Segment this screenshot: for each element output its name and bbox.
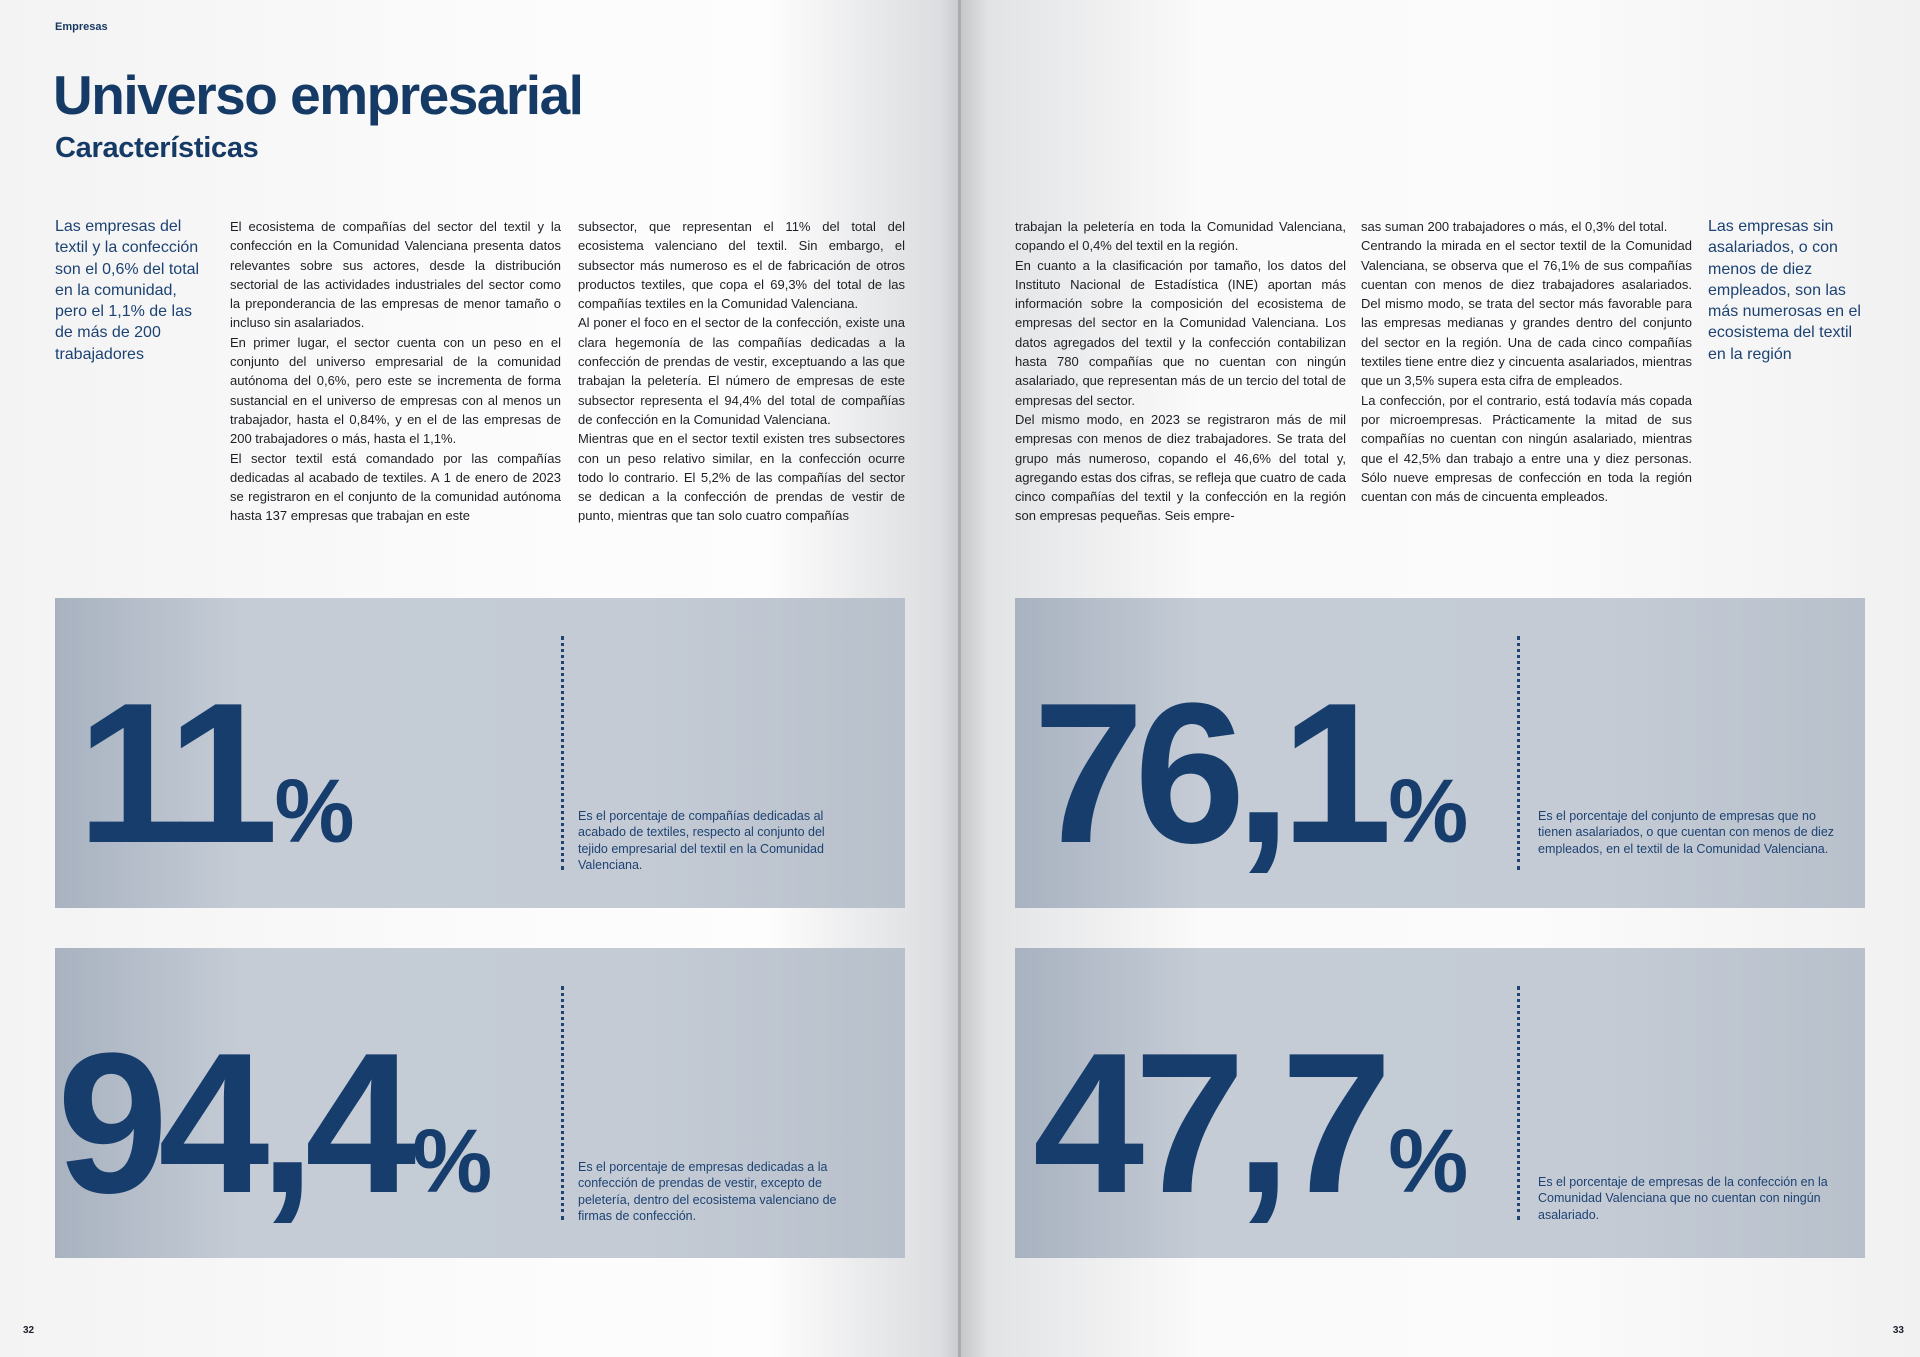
dotted-divider bbox=[561, 986, 564, 1220]
pullquote-right: Las empresas sin asalariados, o con menos de diez empleados, son las más numerosas en el ecosistema del textil en la región bbox=[1708, 218, 1861, 363]
stat-box-76-1 bbox=[1015, 598, 1865, 908]
paragraph: El ecosistema de compañías del sector del textil y la confección en la Comunidad Valenciana presenta datos relevantes sobre sus actores, desde la distribución sectorial de las actividades industriales del sector como la preponderancia de las empresas de menor tamaño o incluso sin asalariados. bbox=[230, 219, 561, 331]
dotted-divider bbox=[1517, 986, 1520, 1220]
text-column-1 bbox=[230, 217, 561, 529]
stat-box-11 bbox=[55, 598, 905, 908]
dotted-divider bbox=[561, 636, 564, 870]
stat-box-94-4 bbox=[55, 948, 905, 1258]
paragraph: Al poner el foco en el sector de la confección, existe una clara hegemonía de las compañías dedicadas a la confección de prendas de vestir, exceptuando a las que trabajan la peletería. El número de empresas de este subsector representa el 94,4% del total de compañías de confección en la Comunidad Valenciana. bbox=[578, 315, 905, 427]
stat-description: Es el porcentaje de compañías dedicadas al acabado de textiles, respecto al conjunto del tejido empresarial del textil en la Comunidad Valenciana. bbox=[578, 809, 825, 872]
paragraph: trabajan la peletería en toda la Comunidad Valenciana, copando el 0,4% del textil en la región. bbox=[1015, 219, 1346, 254]
stat-description: Es el porcentaje de empresas dedicadas a la confección de prendas de vestir, excepto de peletería, dentro del ecosistema valenciano de firmas de confección. bbox=[578, 1160, 837, 1223]
section-label: Empresas bbox=[55, 21, 108, 33]
text-column-2 bbox=[578, 217, 905, 529]
paragraph: En cuanto a la clasificación por tamaño, los datos del Instituto Nacional de Estadística (INE) aportan más información sobre la composición del ecosistema de empresas del sector en la Comunidad Valenciana. Los datos agregados del textil y la confección contabilizan hasta 780 compañías que no cuentan con ningún asalariado, que representan más de un tercio del total de empresas del sector. bbox=[1015, 257, 1346, 408]
stat-number: 94,4 bbox=[57, 1012, 407, 1235]
percent-sign: % bbox=[1388, 762, 1469, 862]
percent-sign: % bbox=[1388, 1112, 1469, 1212]
stat-number: 47,7 bbox=[1033, 1012, 1383, 1235]
paragraph: Centrando la mirada en el sector textil de la Comunidad Valenciana, se observa que el 76,1% de sus compañías cuentan con menos de diez trabajadores asalariados. Del mismo modo, se trata del sector más favorable para las empresas medianas y grandes dentro del conjunto del sector en la región. Una de cada cinco compañías textiles tiene entre diez y cincuenta asalariados, mientras que un 3,5% supera esta cifra de empleados. bbox=[1361, 238, 1692, 389]
text-column-3 bbox=[1015, 217, 1346, 529]
stat-description: Es el porcentaje del conjunto de empresas que no tienen asalariados, o que cuentan con menos de diez empleados, en el textil de la Comunidad Valenciana. bbox=[1538, 809, 1835, 856]
page-right bbox=[960, 0, 1920, 1357]
paragraph: sas suman 200 trabajadores o más, el 0,3% del total. bbox=[1361, 219, 1668, 234]
percent-sign: % bbox=[274, 762, 355, 862]
stat-value bbox=[57, 1012, 493, 1235]
stat-number: 76,1 bbox=[1033, 662, 1383, 885]
paragraph: El sector textil está comandado por las compañías dedicadas al acabado de textiles. A 1 de enero de 2023 se registraron en el conjunto de la comunidad autónoma hasta 137 empresas que trabajan en este bbox=[230, 450, 561, 524]
page-number-left: 32 bbox=[23, 1325, 35, 1336]
stat-value bbox=[1033, 662, 1469, 885]
paragraph: La confección, por el contrario, está todavía más copada por microempresas. Prácticamente la mitad de sus compañías no cuentan con ningún asalariado, mientras que el 42,5% dan trabajo a entre una y diez personas. Sólo nueve empresas de confección en toda la región cuentan con más de cincuenta empleados. bbox=[1361, 392, 1692, 505]
stat-value bbox=[1033, 1012, 1469, 1235]
stat-value bbox=[77, 662, 355, 885]
page-number-right: 33 bbox=[1892, 1325, 1904, 1336]
stat-description: Es el porcentaje de empresas de la confección en la Comunidad Valenciana que no cuentan con ningún asalariado. bbox=[1538, 1175, 1828, 1222]
dotted-divider bbox=[1517, 636, 1520, 870]
stat-box-47-7 bbox=[1015, 948, 1865, 1258]
pullquote-left: Las empresas del textil y la confección son el 0,6% del total en la comunidad, pero el 1,1% de las de más de 200 trabajadores bbox=[55, 218, 200, 363]
paragraph: Mientras que en el sector textil existen tres subsectores con un peso relativo similar, en la confección ocurre todo lo contrario. El 5,2% de las compañías del sector se dedican a la confección de prendas de vestir de punto, mientras que tan solo cuatro compañías bbox=[578, 431, 905, 524]
stat-number: 11 bbox=[77, 662, 269, 885]
spine-gutter bbox=[958, 0, 961, 1357]
text-column-4 bbox=[1361, 217, 1692, 529]
percent-sign: % bbox=[412, 1112, 493, 1212]
page-subtitle: Características bbox=[55, 132, 259, 164]
paragraph: Del mismo modo, en 2023 se registraron más de mil empresas con menos de diez trabajadores. Se trata del grupo más numeroso, copando el 46,6% del total y, agregando estas dos cifras, se refleja que cuatro de cada cinco compañías del textil y la confección en la región son empresas pequeñas. Seis empre- bbox=[1015, 411, 1346, 524]
paragraph: subsector, que representan el 11% del total del ecosistema valenciano del textil. Sin embargo, el subsector más numeroso es el de fabricación de otros productos textiles, que copa el 69,3% del total de las compañías textiles en la Comunidad Valenciana. bbox=[578, 219, 905, 312]
page-title: Universo empresarial bbox=[53, 64, 583, 126]
paragraph: En primer lugar, el sector cuenta con un peso en el conjunto del universo empresarial de la comunidad autónoma del 0,6%, pero este se incrementa de forma sustancial en el universo de empresas con al menos un trabajador, hasta el 0,84%, y en el de las empresas de 200 trabajadores o más, hasta el 1,1%. bbox=[230, 334, 561, 447]
